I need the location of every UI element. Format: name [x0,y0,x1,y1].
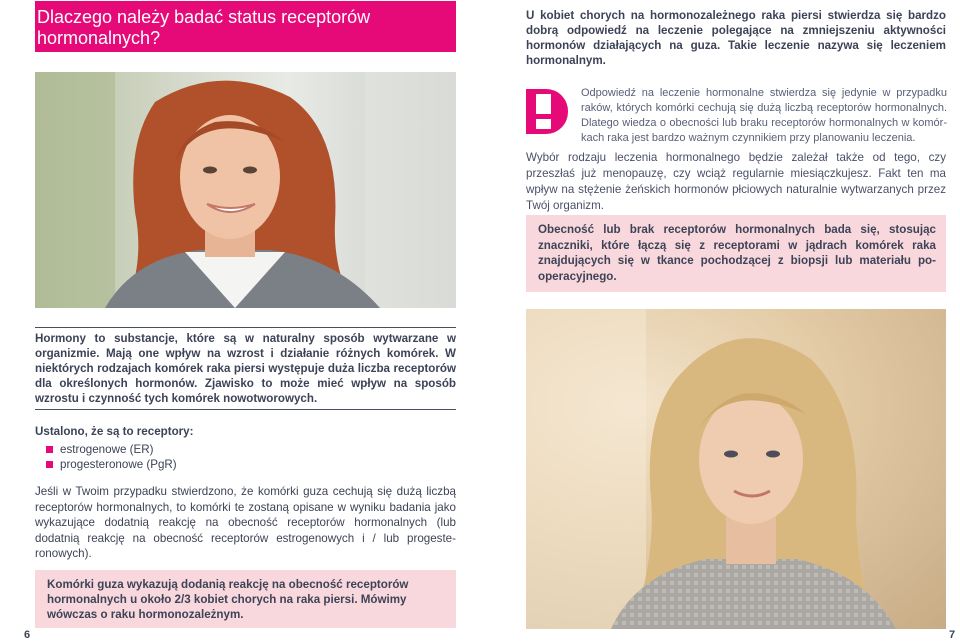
bullet-square-icon [46,461,53,468]
receptor-list [46,442,177,472]
bullet-square-icon [46,446,53,453]
portrait-illustration [526,309,946,629]
list-item [46,442,177,457]
exclamation-dot [536,119,551,129]
note-paragraph: Odpowiedź na leczenie hormonalne stwierdza się jedynie w przypadku raków, których komórki cechują się dużą liczbą receptorów hormonalnych. Dlatego wiedza o obecności lub braku receptorów hormonalnych w komór-kach raka jest bardzo ważnym czynnikiem przy planowaniu leczenia. [581,87,947,144]
page-number-right: 7 [949,629,956,641]
page-title: Dlaczego należy badać status receptorów hormonalnych? [37,7,371,48]
receptor-label: progesteronowe (PgR) [60,458,177,471]
highlight-text-left: Komórki guza wykazują dodanią reakcję na obecność receptorów hormonalnych u około 2/3 kobiet chorych na raka piersi. Mówimy wówczas o raku hormonozależnym. [47,578,409,621]
highlight-box-right [526,215,946,292]
divider-top [35,327,456,328]
highlight-box-left [35,570,456,628]
woman-photo-blonde [526,309,946,629]
woman-photo-redhead [35,72,456,308]
title-banner [35,1,456,52]
exclamation-icon [526,89,568,134]
case-paragraph: Jeśli w Twoim przypadku stwierdzono, że komórki guza cechują się dużą liczbą receptorów hormonalnych, to komórki te zostaną opisane w wyniku badania jako wykazujące dodatnią reakcję na obecność receptorów hormonalnych (lub dodatnią reakcję na obecność receptorów estrogenowych i / lub progeste-ronowych). [35,485,456,560]
receptors-heading: Ustalono, że są to receptory: [35,425,194,438]
exclamation-bar [536,94,551,114]
page-number-left: 6 [24,629,31,641]
hormones-paragraph: Hormony to substancje, które są w naturalny sposób wytwarzane w organizmie. Mają one wpływ na wzrost i działanie różnych komórek. W niektórych rodzajach komórek raka piersi występuje duża liczba receptorów dla określonych hormonów. Zjawisko to może mieć wpływ na sposób wzrostu i czynność tych komórek nowotworowych. [35,332,456,405]
receptor-label: estrogenowe (ER) [60,443,154,456]
divider-bottom [35,409,456,410]
list-item [46,457,177,472]
treatment-choice-paragraph: Wybór rodzaju leczenia hormonalnego będzie zależał także od tego, czy przeszłaś już menopauzę, czy wciąż regularnie miesiączkujesz. Fakt ten ma wpływ na stężenie żeńskich hormonów płciowych naturalnie wytwarzanych przez Twój organizm. [526,151,946,212]
portrait-illustration [35,72,456,308]
highlight-text-right: Obecność lub brak receptorów hormonalnych bada się, stosując znaczniki, które łączą się z receptorami w jądrach komórek raka znajdujących się w tkance pochodzącej z biopsji lub materiału po-operacyjnego. [538,223,936,283]
intro-paragraph: U kobiet chorych na hormonozależnego raka piersi stwierdza się bardzo dobrą odpowiedź na leczenie polegające na zmniejszeniu aktywności hormonów działających na guza. Takie leczenie nazywa się leczeniem hormonalnym. [526,9,946,67]
